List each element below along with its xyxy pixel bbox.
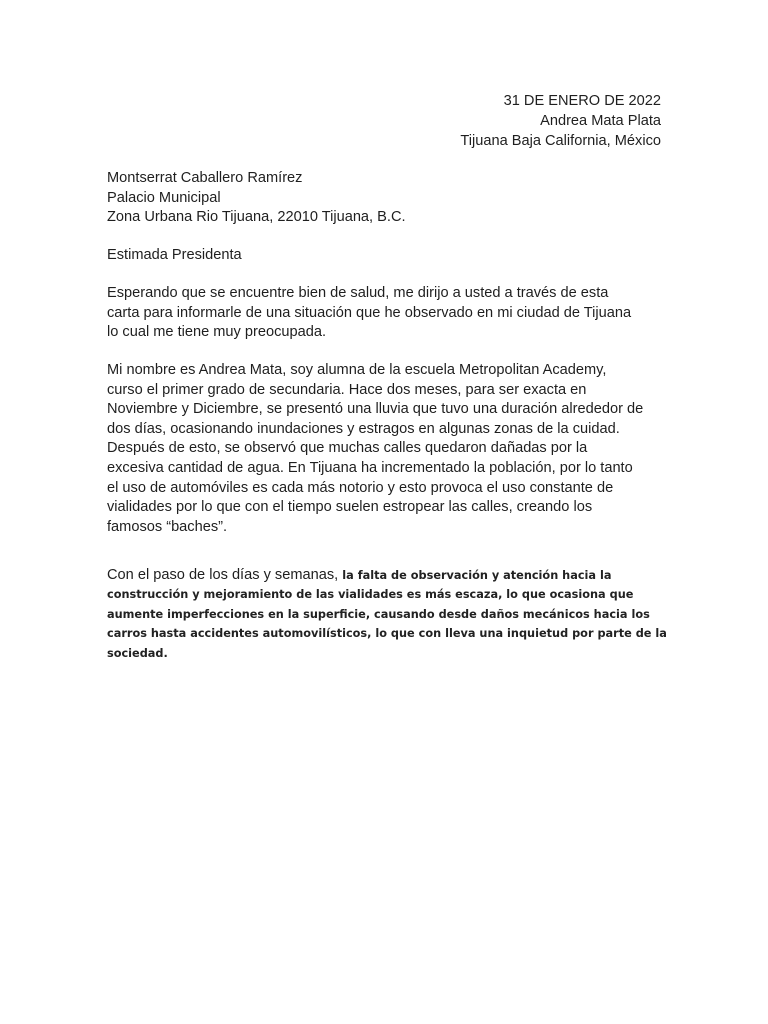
recipient-office: Palacio Municipal	[107, 189, 221, 206]
sender-location: Tijuana Baja California, México	[460, 133, 661, 149]
paragraph-first-line	[107, 566, 667, 585]
recipient-name: Montserrat Caballero Ramírez	[107, 170, 303, 186]
paragraph-line: Mi nombre es Andrea Mata, soy alumna de la escuela Metropolitan Academy,	[107, 362, 607, 378]
paragraph-line: Después de esto, se observó que muchas calles quedaron dañadas por la	[107, 440, 588, 457]
paragraph-bold-line: sociedad.	[107, 646, 168, 660]
recipient-address: Zona Urbana Rio Tijuana, 22010 Tijuana, B.C.	[107, 209, 406, 225]
sender-block	[460, 91, 661, 151]
paragraph-line: el uso de automóviles es cada más notorio y esto provoca el uso constante de	[107, 479, 614, 496]
paragraph-line: famosos “baches”.	[107, 518, 228, 535]
paragraph-line: curso el primer grado de secundaria. Hace dos meses, para ser exacta en	[107, 381, 587, 398]
paragraph-line: Esperando que se encuentre bien de salud, me dirijo a usted a través de esta	[107, 285, 609, 301]
paragraph-bold-line: construcción y mejoramiento de las vialidades es más escaza, lo que ocasiona que	[107, 588, 634, 602]
paragraph-bold-line: aumente imperfecciones en la superficie, causando desde daños mecánicos hacia los	[107, 607, 650, 621]
paragraph-line: excesiva cantidad de agua. En Tijuana ha incrementado la población, por lo tanto	[107, 459, 633, 476]
paragraph-intro	[107, 284, 667, 343]
paragraph-line: lo cual me tiene muy preocupada.	[107, 324, 327, 340]
paragraph-lead-text: Con el paso de los días y semanas,	[107, 567, 343, 583]
paragraph-line: carta para informarle de una situación que he observado en mi ciudad de Tijuana	[107, 304, 632, 321]
paragraph-line: dos días, ocasionando inundaciones y estragos en algunas zonas de la cuidad.	[107, 420, 620, 437]
paragraph-context	[107, 361, 667, 537]
sender-name: Andrea Mata Plata	[540, 113, 661, 129]
letter-date: 31 DE ENERO DE 2022	[503, 93, 661, 109]
paragraph-line: vialidades por lo que con el tiempo suelen estropear las calles, creando los	[107, 499, 593, 516]
recipient-block	[107, 169, 406, 228]
paragraph-bold-text: la falta de observación y atención hacia la	[342, 569, 612, 582]
greeting: Estimada Presidenta	[107, 247, 242, 263]
paragraph-line: Noviembre y Diciembre, se presentó una lluvia que tuvo una duración alrededor de	[107, 401, 644, 418]
paragraph-problem	[107, 566, 667, 663]
paragraph-bold-line: carros hasta accidentes automovilísticos, lo que con lleva una inquietud por parte de la	[107, 627, 667, 641]
